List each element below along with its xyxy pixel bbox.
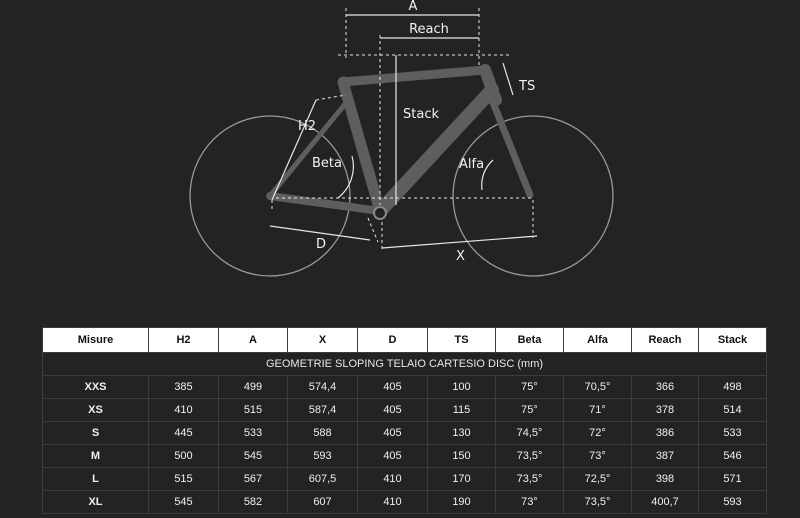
- label-d: D: [316, 237, 327, 252]
- table-header-row: [43, 328, 767, 353]
- table-cell: 545: [219, 445, 288, 468]
- table-cell: 500: [149, 445, 219, 468]
- size-cell: XL: [43, 491, 149, 514]
- table-cell: 74,5°: [496, 422, 564, 445]
- geometry-table: [42, 327, 767, 514]
- table-cell: 574,4: [288, 376, 358, 399]
- table-row: [43, 376, 767, 399]
- table-cell: 405: [358, 445, 428, 468]
- label-alfa: Alfa: [459, 157, 485, 172]
- dimension-ts: [503, 63, 535, 95]
- table-cell: 410: [149, 399, 219, 422]
- dimension-x: [382, 200, 537, 264]
- table-cell: 72°: [564, 422, 632, 445]
- size-cell: XXS: [43, 376, 149, 399]
- table-cell: 386: [632, 422, 699, 445]
- size-cell: L: [43, 468, 149, 491]
- table-cell: 582: [219, 491, 288, 514]
- table-cell: 546: [699, 445, 767, 468]
- table-cell: 533: [699, 422, 767, 445]
- bike-frame: [270, 70, 530, 219]
- col-header-beta: Beta: [496, 328, 564, 353]
- table-cell: 115: [428, 399, 496, 422]
- table-subtitle-row: [43, 353, 767, 376]
- label-a: A: [408, 0, 418, 14]
- table-cell: 545: [149, 491, 219, 514]
- dimension-alfa: [459, 157, 493, 190]
- table-cell: 405: [358, 399, 428, 422]
- table-cell: 410: [358, 491, 428, 514]
- table-cell: 593: [288, 445, 358, 468]
- table-cell: 607: [288, 491, 358, 514]
- bottom-bracket: [374, 207, 386, 219]
- table-cell: 72,5°: [564, 468, 632, 491]
- table-cell: 75°: [496, 399, 564, 422]
- table-cell: 571: [699, 468, 767, 491]
- table-cell: 514: [699, 399, 767, 422]
- table-cell: 73°: [564, 445, 632, 468]
- table-cell: 70,5°: [564, 376, 632, 399]
- col-header-misure: Misure: [43, 328, 149, 353]
- table-cell: 100: [428, 376, 496, 399]
- table-cell: 405: [358, 422, 428, 445]
- table-cell: 499: [219, 376, 288, 399]
- label-h2: H2: [298, 119, 317, 134]
- table-cell: 71°: [564, 399, 632, 422]
- col-header-h2: H2: [149, 328, 219, 353]
- table-cell: 73°: [496, 491, 564, 514]
- table-cell: 587,4: [288, 399, 358, 422]
- table-subtitle: GEOMETRIE SLOPING TELAIO CARTESIO DISC (mm): [43, 353, 767, 376]
- col-header-stack: Stack: [699, 328, 767, 353]
- dimension-d: [270, 218, 378, 252]
- col-header-a: A: [219, 328, 288, 353]
- col-header-reach: Reach: [632, 328, 699, 353]
- table-cell: 593: [699, 491, 767, 514]
- table-cell: 567: [219, 468, 288, 491]
- table-row: [43, 491, 767, 514]
- table-cell: 385: [149, 376, 219, 399]
- table-cell: 607,5: [288, 468, 358, 491]
- table-row: [43, 399, 767, 422]
- label-x: X: [456, 249, 465, 264]
- table-cell: 387: [632, 445, 699, 468]
- col-header-ts: TS: [428, 328, 496, 353]
- table-cell: 170: [428, 468, 496, 491]
- label-stack: Stack: [403, 107, 439, 122]
- label-beta: Beta: [312, 156, 342, 171]
- table-cell: 150: [428, 445, 496, 468]
- table-cell: 366: [632, 376, 699, 399]
- table-cell: 75°: [496, 376, 564, 399]
- size-cell: M: [43, 445, 149, 468]
- table-cell: 398: [632, 468, 699, 491]
- table-cell: 73,5°: [496, 445, 564, 468]
- table-cell: 533: [219, 422, 288, 445]
- table-cell: 498: [699, 376, 767, 399]
- table-cell: 410: [358, 468, 428, 491]
- col-header-alfa: Alfa: [564, 328, 632, 353]
- table-row: [43, 468, 767, 491]
- table-row: [43, 422, 767, 445]
- table-cell: 515: [219, 399, 288, 422]
- table-cell: 73,5°: [496, 468, 564, 491]
- table-cell: 190: [428, 491, 496, 514]
- table-cell: 515: [149, 468, 219, 491]
- table-cell: 378: [632, 399, 699, 422]
- size-cell: S: [43, 422, 149, 445]
- table-cell: 588: [288, 422, 358, 445]
- label-ts: TS: [519, 79, 536, 94]
- col-header-d: D: [358, 328, 428, 353]
- col-header-x: X: [288, 328, 358, 353]
- table-cell: 400,7: [632, 491, 699, 514]
- size-cell: XS: [43, 399, 149, 422]
- table-row: [43, 445, 767, 468]
- table-cell: 405: [358, 376, 428, 399]
- table-cell: 73,5°: [564, 491, 632, 514]
- label-reach: Reach: [409, 22, 449, 37]
- table-cell: 445: [149, 422, 219, 445]
- table-cell: 130: [428, 422, 496, 445]
